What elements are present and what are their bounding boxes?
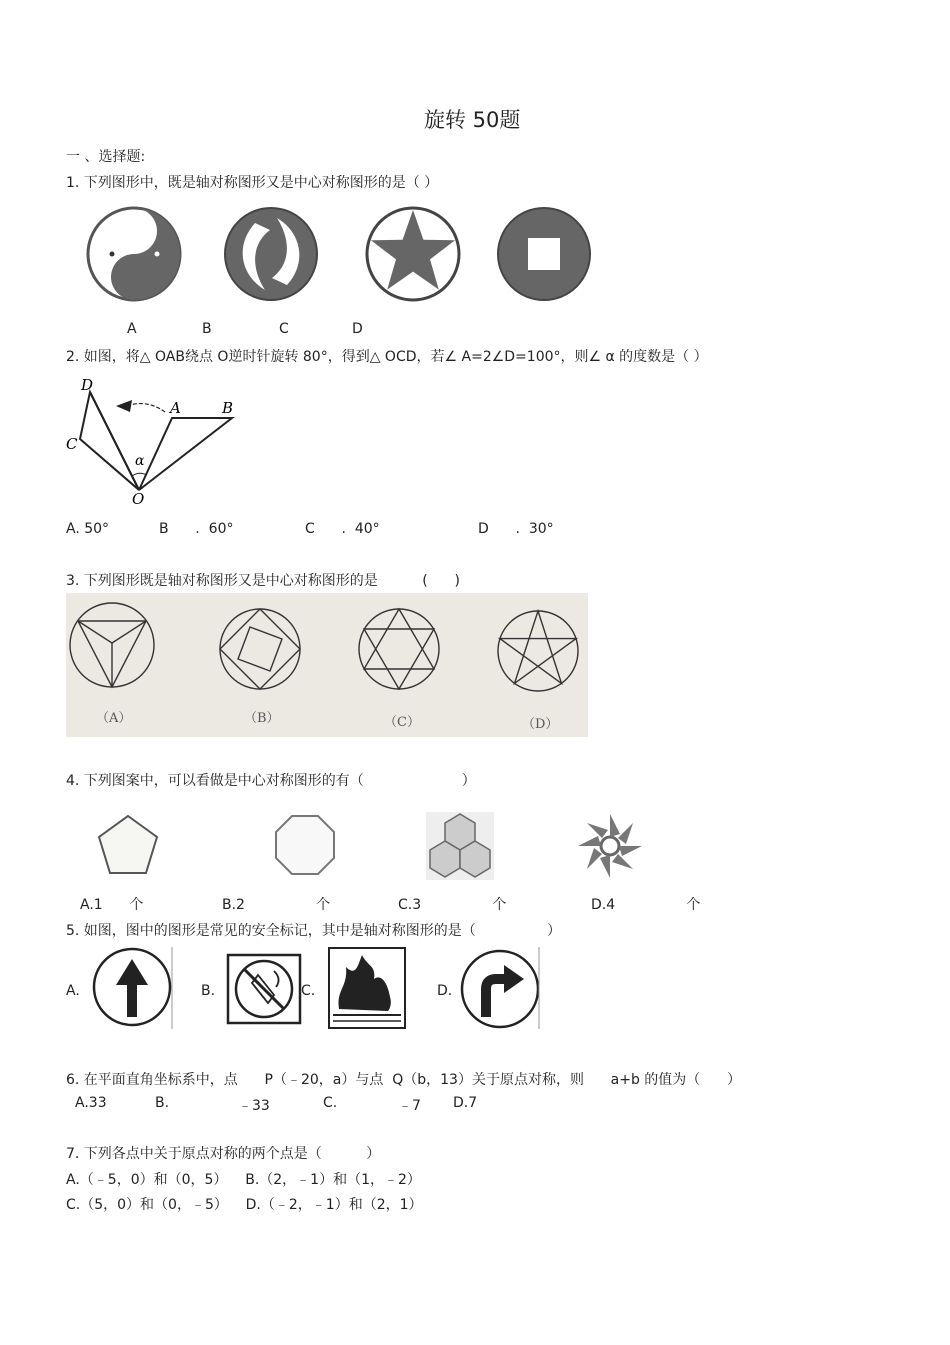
q1-figures xyxy=(80,205,600,305)
q5-safety-signs xyxy=(90,945,546,1031)
question-6-text: 6. 在平面直角坐标系中，点 P（﹣20，a）与点 Q（b，13）关于原点对称，则 a+b 的值为（ ） xyxy=(66,1072,742,1088)
q3-label-d: （D） xyxy=(522,717,559,732)
q1-label-d: D xyxy=(352,321,363,337)
q3-label-b: （B） xyxy=(244,711,280,726)
question-5-text: 5. 如图，图中的图形是常见的安全标记，其中是轴对称图形的是（ ） xyxy=(66,923,562,939)
q2-option-c: C . 40° xyxy=(305,521,380,537)
label-c: C xyxy=(66,435,78,453)
label-alpha: α xyxy=(135,453,145,469)
q4-option-a: A.1 个 xyxy=(80,897,144,913)
q3-label-a: （A） xyxy=(96,711,132,726)
square-coin-icon xyxy=(498,208,590,300)
q3-figures xyxy=(66,593,588,737)
q5-label-a: A. xyxy=(66,983,80,999)
q4-option-c: C.3 个 xyxy=(398,897,507,913)
label-o: O xyxy=(132,490,145,508)
label-b: B xyxy=(222,399,234,417)
q4-option-b: B.2 个 xyxy=(222,897,331,913)
question-1-text: 1. 下列图形中，既是轴对称图形又是中心对称图形的是（ ） xyxy=(66,175,439,191)
label-d: D xyxy=(81,376,94,394)
question-4-text: 4. 下列图案中，可以看做是中心对称图形的有（ ） xyxy=(66,773,476,789)
q1-label-a: A xyxy=(127,321,137,337)
hexagon-cluster-icon xyxy=(426,812,494,880)
q3-label-c: （C） xyxy=(384,715,420,730)
question-7-text: 7. 下列各点中关于原点对称的两个点是（ ） xyxy=(66,1146,381,1162)
q4-option-d: D.4 个 xyxy=(591,897,701,913)
q6-option-b-value: ﹣33 xyxy=(238,1098,270,1114)
pinwheel-icon xyxy=(578,814,642,878)
turn-right-icon xyxy=(462,947,539,1029)
q6-option-c-value: ﹣7 xyxy=(398,1098,421,1114)
q5-label-d: D. xyxy=(437,983,453,999)
fire-icon xyxy=(329,948,405,1028)
star-circle-icon xyxy=(367,208,459,300)
q1-label-b: B xyxy=(202,321,212,337)
label-a: A xyxy=(170,399,181,417)
crescent-circle-icon xyxy=(225,208,317,300)
q7-options-line-1: A.（﹣5，0）和（0，5） B.（2，﹣1）和（1，﹣2） xyxy=(66,1172,421,1188)
q2-option-a: A. 50° xyxy=(66,521,110,537)
octagon-icon xyxy=(276,816,334,874)
q5-label-c: C. xyxy=(301,983,316,999)
section-heading: 一 、选择题: xyxy=(66,149,146,165)
q2-rotation-diagram xyxy=(62,372,242,508)
q6-option-a: A.33 xyxy=(75,1095,107,1111)
yin-yang-icon xyxy=(88,208,180,300)
q2-option-b: B . 60° xyxy=(159,521,234,537)
q2-option-d: D . 30° xyxy=(478,521,554,537)
q1-label-c: C xyxy=(279,321,289,337)
q5-label-b: B. xyxy=(201,983,216,999)
q6-option-d: D.7 xyxy=(453,1095,478,1111)
q4-figures xyxy=(90,808,650,884)
question-2-text: 2. 如图，将△ OAB绕点 O逆时针旋转 80°，得到△ OCD，若∠ A=2∠D=100°，则∠ α 的度数是（ ） xyxy=(66,349,708,365)
q7-options-line-2: C.（5，0）和（0，﹣5） D.（﹣2，﹣1）和（2，1） xyxy=(66,1197,423,1213)
question-3-text: 3. 下列图形既是轴对称图形又是中心对称图形的是 ( ) xyxy=(66,573,460,589)
q6-option-b: B. xyxy=(155,1095,170,1111)
up-arrow-icon xyxy=(94,947,172,1029)
pentagon-icon xyxy=(99,816,157,873)
page-title: 旋转 50题 xyxy=(424,108,521,132)
no-fire-icon xyxy=(228,955,300,1023)
q6-option-c: C. xyxy=(323,1095,338,1111)
